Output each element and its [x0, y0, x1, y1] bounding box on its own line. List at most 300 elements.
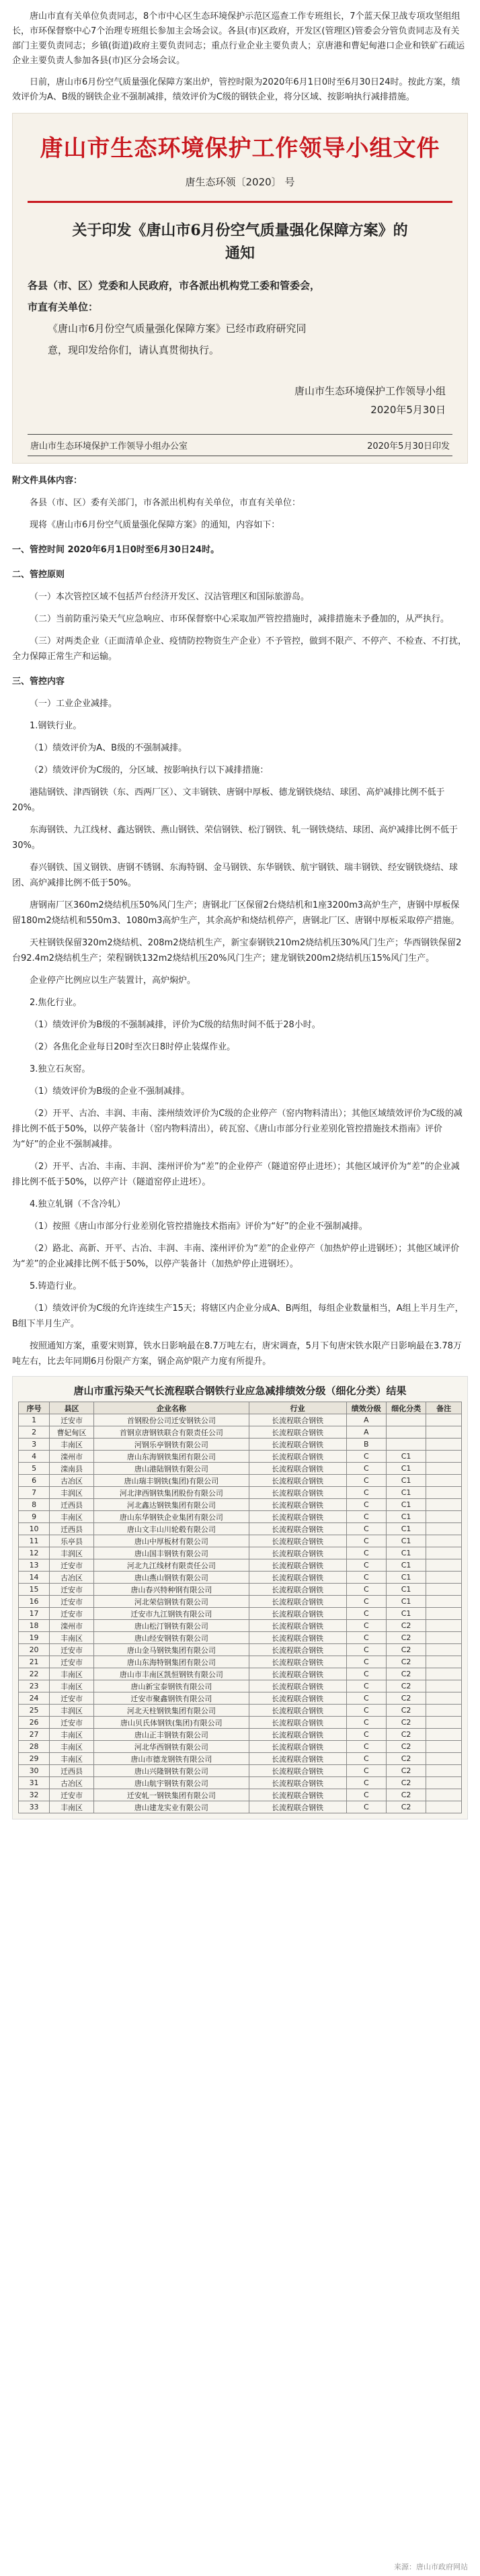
table-cell: 迁安市: [50, 1584, 94, 1596]
table-row: [19, 1523, 462, 1535]
table-cell: 唐山东海特钢集团有限公司: [94, 1656, 249, 1668]
table-cell: 9: [19, 1511, 50, 1523]
table-cell: C: [346, 1535, 386, 1547]
table-row: [19, 1596, 462, 1608]
table-cell: 21: [19, 1656, 50, 1668]
table-cell: C2: [386, 1620, 426, 1632]
table-cell: [426, 1705, 462, 1717]
table-cell: 河北津西钢铁集团股份有限公司: [94, 1487, 249, 1499]
table-cell: 长流程联合钢铁: [249, 1644, 346, 1656]
table-cell: 河北天柱钢铁集团有限公司: [94, 1705, 249, 1717]
table-cell: 长流程联合钢铁: [249, 1559, 346, 1572]
table-cell: 丰南区: [50, 1741, 94, 1753]
column-header: 序号: [19, 1402, 50, 1414]
table-cell: C: [346, 1608, 386, 1620]
body-line: 意，现印发给你们，请认真贯彻执行。: [48, 344, 220, 356]
table-row: [19, 1632, 462, 1644]
signature-org: 唐山市生态环境保护工作领导小组: [294, 385, 446, 397]
table-row: [19, 1753, 462, 1765]
table-cell: 迁安市: [50, 1559, 94, 1572]
table-cell: 丰南区: [50, 1753, 94, 1765]
table-row: [19, 1426, 462, 1439]
table-cell: 乐亭县: [50, 1535, 94, 1547]
paragraph: （一）本次管控区域不包括芦台经济开发区、汉沽管理区和国际旅游岛。: [30, 592, 310, 602]
table-cell: [426, 1668, 462, 1680]
table-cell: 唐山中厚板材有限公司: [94, 1535, 249, 1547]
table-cell: [426, 1463, 462, 1475]
table-cell: 1: [19, 1414, 50, 1426]
table-cell: 27: [19, 1729, 50, 1741]
table-cell: C: [346, 1668, 386, 1680]
table-cell: 7: [19, 1487, 50, 1499]
table-cell: 迁安市: [50, 1414, 94, 1426]
table-cell: 唐山松汀钢铁有限公司: [94, 1620, 249, 1632]
table-cell: C: [346, 1499, 386, 1511]
table-cell: 19: [19, 1632, 50, 1644]
table-cell: 6: [19, 1475, 50, 1487]
table-cell: 迁安市: [50, 1692, 94, 1705]
paragraph: 春兴钢铁、国义钢铁、唐钢不锈钢、东海特钢、金马钢铁、东华钢铁、航宇钢铁、瑞丰钢铁、经安钢铁烧结、球团、高炉减排比例不低于50%。: [12, 863, 458, 888]
table-cell: [386, 1426, 426, 1439]
table-cell: 长流程联合钢铁: [249, 1632, 346, 1644]
table-cell: C2: [386, 1753, 426, 1765]
section-heading: 三、管控内容: [12, 677, 65, 687]
official-document-image: [12, 113, 468, 464]
ranking-table: [18, 1402, 462, 1813]
intro-paragraph: 唐山市直有关单位负责同志，8个市中心区生态环境保护示范区巡查工作专班组长，7个蓝天保卫战专项攻坚组组长，市环保督察中心7个治理专班组长参加主会场会议。各县(市)区政府，开发区(管理区)管委会分管负责同志及有关部门主要负责同志；乡镇(街道)政府主要负责同志；重点行业企业主要负责人；京唐港和曹妃甸港口企业和铁矿石疏运企业主要负责人参加各县(市)区分会场会议。: [12, 11, 465, 66]
table-cell: 长流程联合钢铁: [249, 1656, 346, 1668]
table-cell: 唐山春兴特种钢有限公司: [94, 1584, 249, 1596]
table-row: [19, 1801, 462, 1813]
table-row: [19, 1729, 462, 1741]
table-cell: C: [346, 1765, 386, 1777]
table-cell: 30: [19, 1765, 50, 1777]
table-cell: [386, 1414, 426, 1426]
table-cell: [386, 1439, 426, 1451]
table-cell: 10: [19, 1523, 50, 1535]
table-cell: C2: [386, 1692, 426, 1705]
table-cell: 31: [19, 1777, 50, 1789]
table-cell: 长流程联合钢铁: [249, 1729, 346, 1741]
paragraph: （2）绩效评价为C级的，分区域、按影响执行以下减排措施：: [30, 765, 269, 775]
table-cell: 33: [19, 1801, 50, 1813]
table-cell: [426, 1511, 462, 1523]
paragraph: 2.焦化行业。: [30, 998, 82, 1008]
paragraph: 1.钢铁行业。: [30, 721, 82, 731]
table-cell: 滦州市: [50, 1620, 94, 1632]
table-cell: C2: [386, 1789, 426, 1801]
paragraph: （二）当前防重污染天气应急响应、市环保督察中心采取加严管控措施时，减排措施未予叠加的，从严执行。: [30, 614, 450, 624]
table-cell: 长流程联合钢铁: [249, 1547, 346, 1559]
table-row: [19, 1656, 462, 1668]
table-cell: 唐山东华钢铁企业集团有限公司: [94, 1511, 249, 1523]
table-cell: [426, 1656, 462, 1668]
paragraph: （一）工业企业减排。: [30, 699, 118, 709]
signature-date: 2020年5月30日: [370, 404, 446, 416]
table-row: [19, 1559, 462, 1572]
table-row: [19, 1499, 462, 1511]
table-cell: C1: [386, 1572, 426, 1584]
column-header: 备注: [426, 1402, 462, 1414]
table-cell: C: [346, 1789, 386, 1801]
table-cell: 河北华西钢铁有限公司: [94, 1741, 249, 1753]
table-cell: 18: [19, 1620, 50, 1632]
table-cell: 唐山港陆钢铁有限公司: [94, 1463, 249, 1475]
table-cell: 长流程联合钢铁: [249, 1741, 346, 1753]
table-cell: [426, 1741, 462, 1753]
paragraph: 天柱钢铁保留320m2烧结机、208m2烧结机生产，新宝泰钢铁210m2烧结机压30%风门生产；华西钢铁保留2台92.4m2烧结机生产；荣程钢铁132m2烧结机压20%风门生产；建龙钢铁200m2烧结机压15%风门生产。: [12, 938, 462, 963]
table-row: [19, 1463, 462, 1475]
table-cell: [426, 1487, 462, 1499]
table-cell: [426, 1680, 462, 1692]
table-cell: 迁西县: [50, 1499, 94, 1511]
table-cell: 长流程联合钢铁: [249, 1451, 346, 1463]
table-cell: 长流程联合钢铁: [249, 1463, 346, 1475]
table-row: [19, 1439, 462, 1451]
table-cell: C1: [386, 1547, 426, 1559]
table-cell: [426, 1729, 462, 1741]
table-cell: C: [346, 1487, 386, 1499]
table-cell: 长流程联合钢铁: [249, 1426, 346, 1439]
table-cell: C1: [386, 1523, 426, 1535]
table-cell: [426, 1523, 462, 1535]
section-heading: 一、管控时间 2020年6月1日0时至6月30日24时。: [12, 545, 220, 555]
column-header: 县区: [50, 1402, 94, 1414]
table-cell: [426, 1439, 462, 1451]
table-cell: C2: [386, 1717, 426, 1729]
table-row: [19, 1717, 462, 1729]
table-cell: 丰润区: [50, 1547, 94, 1559]
paragraph: 5.铸造行业。: [30, 1281, 82, 1291]
table-cell: 13: [19, 1559, 50, 1572]
table-cell: C2: [386, 1741, 426, 1753]
table-cell: [426, 1572, 462, 1584]
document-signature: [28, 382, 446, 419]
table-cell: 长流程联合钢铁: [249, 1680, 346, 1692]
table-cell: 23: [19, 1680, 50, 1692]
table-cell: C: [346, 1584, 386, 1596]
table-cell: [426, 1414, 462, 1426]
document-footer: [28, 434, 452, 456]
table-cell: C: [346, 1547, 386, 1559]
table-cell: 河钢乐亭钢铁有限公司: [94, 1439, 249, 1451]
paragraph: 港陆钢铁、津西钢铁（东、西两厂区）、文丰钢铁、唐钢中厚板、德龙钢铁烧结、球团、高炉减排比例不低于20%。: [12, 787, 445, 813]
table-cell: 唐山兴隆钢铁有限公司: [94, 1765, 249, 1777]
table-row: [19, 1777, 462, 1789]
table-cell: 长流程联合钢铁: [249, 1692, 346, 1705]
table-cell: 古冶区: [50, 1777, 94, 1789]
table-cell: 28: [19, 1741, 50, 1753]
table-cell: 唐山金马钢铁集团有限公司: [94, 1644, 249, 1656]
section-heading: 二、管控原则: [12, 570, 65, 580]
table-cell: 河北鑫达钢铁集团有限公司: [94, 1499, 249, 1511]
table-cell: 唐山正丰钢铁有限公司: [94, 1729, 249, 1741]
table-cell: 26: [19, 1717, 50, 1729]
table-cell: 长流程联合钢铁: [249, 1705, 346, 1717]
paragraph: （2）路北、高新、开平、古冶、丰润、丰南、滦州评价为“差”的企业停产（加热炉停止进钢坯）；其他区域评价为“差”的企业减排比例不低于50%，以停产装备计（加热炉停止进钢坯）。: [12, 1244, 460, 1269]
paragraph: 3.独立石灰窑。: [30, 1064, 91, 1074]
paragraph: （1）绩效评价为C级的允许连续生产15天；将辖区内企业分成A、B两组，每组企业数量相当，A组上半月生产，B组下半月生产。: [12, 1303, 464, 1329]
column-header: 企业名称: [94, 1402, 249, 1414]
paragraph: （1）绩效评价为A、B级的不强制减排。: [30, 743, 188, 753]
document-body: [28, 277, 452, 359]
title-line: 通知: [225, 245, 255, 262]
table-row: [19, 1535, 462, 1547]
column-header: 行业: [249, 1402, 346, 1414]
table-cell: [426, 1753, 462, 1765]
table-cell: 长流程联合钢铁: [249, 1487, 346, 1499]
column-header: 绩效分级: [346, 1402, 386, 1414]
table-cell: 迁安市: [50, 1644, 94, 1656]
table-cell: 迁西县: [50, 1523, 94, 1535]
table-cell: C: [346, 1692, 386, 1705]
paragraph: （2）各焦化企业每日20时至次日8时停止装煤作业。: [30, 1042, 236, 1052]
table-cell: C: [346, 1463, 386, 1475]
table-cell: 17: [19, 1608, 50, 1620]
paragraph: （1）绩效评价为B级的不强制减排，评价为C级的结焦时间不低于28小时。: [30, 1020, 321, 1030]
table-row: [19, 1668, 462, 1680]
table-cell: 丰南区: [50, 1632, 94, 1644]
body-line: 《唐山市6月份空气质量强化保障方案》已经市政府研究同: [48, 323, 307, 335]
table-cell: 32: [19, 1789, 50, 1801]
table-cell: C1: [386, 1584, 426, 1596]
table-cell: 迁安市九江钢铁有限公司: [94, 1608, 249, 1620]
table-cell: C: [346, 1632, 386, 1644]
table-row: [19, 1547, 462, 1559]
paragraph: （1）按照《唐山市部分行业差别化管控措施技术指南》评价为“好”的企业不强制减排。: [30, 1221, 368, 1232]
table-cell: [426, 1475, 462, 1487]
table-cell: 29: [19, 1753, 50, 1765]
intro-section: [12, 9, 468, 105]
table-cell: 古冶区: [50, 1475, 94, 1487]
table-cell: 丰南区: [50, 1511, 94, 1523]
table-cell: 迁安市: [50, 1789, 94, 1801]
table-header-row: [19, 1402, 462, 1414]
table-cell: C: [346, 1801, 386, 1813]
table-cell: [426, 1644, 462, 1656]
table-cell: C2: [386, 1705, 426, 1717]
table-cell: 长流程联合钢铁: [249, 1439, 346, 1451]
table-cell: A: [346, 1426, 386, 1439]
table-cell: 长流程联合钢铁: [249, 1535, 346, 1547]
table-cell: C1: [386, 1475, 426, 1487]
table-cell: [426, 1717, 462, 1729]
table-cell: 唐山东海钢铁集团有限公司: [94, 1451, 249, 1463]
table-cell: C: [346, 1572, 386, 1584]
table-row: [19, 1572, 462, 1584]
table-row: [19, 1414, 462, 1426]
table-cell: 迁安市: [50, 1656, 94, 1668]
title-line: 关于印发《唐山市6月份空气质量强化保障方案》的: [72, 222, 408, 239]
table-cell: 唐山贝氏体钢铁(集团)有限公司: [94, 1717, 249, 1729]
paragraph: 4.独立轧钢（不含冷轧）: [30, 1199, 126, 1209]
footer-date: 2020年5月30日印发: [367, 441, 450, 452]
table-cell: 5: [19, 1463, 50, 1475]
table-cell: C: [346, 1705, 386, 1717]
table-cell: [426, 1789, 462, 1801]
table-cell: 长流程联合钢铁: [249, 1499, 346, 1511]
table-cell: C2: [386, 1729, 426, 1741]
table-cell: 长流程联合钢铁: [249, 1777, 346, 1789]
table-cell: 丰南区: [50, 1729, 94, 1741]
table-cell: 曹妃甸区: [50, 1426, 94, 1439]
table-cell: C1: [386, 1451, 426, 1463]
table-cell: 长流程联合钢铁: [249, 1584, 346, 1596]
table-cell: C1: [386, 1463, 426, 1475]
table-cell: C: [346, 1451, 386, 1463]
table-cell: C2: [386, 1765, 426, 1777]
column-header: 细化分类: [386, 1402, 426, 1414]
table-cell: A: [346, 1414, 386, 1426]
table-cell: C: [346, 1680, 386, 1692]
footer-issuer: 唐山市生态环境保护工作领导小组办公室: [30, 441, 188, 452]
paragraph: （1）绩效评价为B级的企业不强制减排。: [30, 1086, 190, 1097]
table-cell: 11: [19, 1535, 50, 1547]
table-cell: 古冶区: [50, 1572, 94, 1584]
table-row: [19, 1705, 462, 1717]
paragraph: 各县（市、区）委有关部门，市各派出机构有关单位，市直有关单位：: [30, 498, 301, 508]
table-cell: [426, 1547, 462, 1559]
table-cell: 迁安市: [50, 1717, 94, 1729]
table-cell: 唐山燕山钢铁有限公司: [94, 1572, 249, 1584]
table-cell: B: [346, 1439, 386, 1451]
source-credit: 来源：唐山市政府网站: [394, 2563, 468, 2571]
table-cell: 迁西县: [50, 1765, 94, 1777]
table-row: [19, 1487, 462, 1499]
paragraph: 现将《唐山市6月份空气质量强化保障方案》的通知，内容如下：: [30, 520, 280, 530]
table-cell: [426, 1426, 462, 1439]
table-cell: 丰南区: [50, 1801, 94, 1813]
document-title: [28, 219, 452, 265]
table-cell: C2: [386, 1656, 426, 1668]
table-cell: 长流程联合钢铁: [249, 1572, 346, 1584]
table-cell: [426, 1559, 462, 1572]
table-cell: C2: [386, 1632, 426, 1644]
table-cell: 丰润区: [50, 1487, 94, 1499]
table-cell: 滦州市: [50, 1451, 94, 1463]
table-cell: C1: [386, 1487, 426, 1499]
table-cell: 迁安市聚鑫钢铁有限公司: [94, 1692, 249, 1705]
table-cell: 丰润区: [50, 1705, 94, 1717]
table-cell: C: [346, 1596, 386, 1608]
document-red-header: 唐山市生态环境保护工作领导小组文件: [40, 135, 440, 162]
table-cell: [426, 1535, 462, 1547]
table-cell: [426, 1801, 462, 1813]
table-cell: 长流程联合钢铁: [249, 1789, 346, 1801]
table-cell: 长流程联合钢铁: [249, 1668, 346, 1680]
table-cell: 长流程联合钢铁: [249, 1475, 346, 1487]
table-cell: C: [346, 1753, 386, 1765]
attachment-heading: 附文件具体内容：: [12, 476, 83, 486]
table-cell: 唐山国丰钢铁有限公司: [94, 1547, 249, 1559]
paragraph: 企业停产比例应以生产装置计，高炉焖炉。: [30, 976, 196, 986]
table-row: [19, 1680, 462, 1692]
table-cell: 长流程联合钢铁: [249, 1765, 346, 1777]
table-cell: 迁安轧一钢铁集团有限公司: [94, 1789, 249, 1801]
table-title: 唐山市重污染天气长流程联合钢铁行业应急减排绩效分级（细化分类）结果: [73, 1385, 407, 1397]
table-cell: 丰南区: [50, 1439, 94, 1451]
table-cell: C: [346, 1511, 386, 1523]
table-row: [19, 1789, 462, 1801]
table-row: [19, 1765, 462, 1777]
paragraph: （三）对两类企业（正面清单企业、疫情防控物资生产企业）不予管控，做到不限产、不停产、不检查、不打扰，全力保障正常生产和运输。: [12, 636, 467, 662]
table-cell: 唐山市德龙钢铁有限公司: [94, 1753, 249, 1765]
table-cell: 唐山经安钢铁有限公司: [94, 1632, 249, 1644]
table-cell: 20: [19, 1644, 50, 1656]
table-row: [19, 1644, 462, 1656]
table-row: [19, 1475, 462, 1487]
table-cell: 14: [19, 1572, 50, 1584]
table-cell: [426, 1692, 462, 1705]
table-row: [19, 1620, 462, 1632]
table-cell: [426, 1499, 462, 1511]
table-cell: C: [346, 1777, 386, 1789]
table-cell: 唐山航宇钢铁有限公司: [94, 1777, 249, 1789]
paragraph: 唐钢南厂区360m2烧结机压50%风门生产；唐钢北厂区保留2台烧结机和1座3200m3高炉生产，唐钢中厚板保留180m2烧结机和550m3、1080m3高炉生产，其余高炉和烧结机停产，唐钢北厂区、唐钢中厚板采取停产措施。: [12, 900, 460, 926]
table-cell: [426, 1608, 462, 1620]
table-cell: C1: [386, 1596, 426, 1608]
table-cell: 滦南县: [50, 1463, 94, 1475]
table-cell: C: [346, 1656, 386, 1668]
table-row: [19, 1451, 462, 1463]
table-row: [19, 1692, 462, 1705]
table-cell: 12: [19, 1547, 50, 1559]
table-cell: 长流程联合钢铁: [249, 1511, 346, 1523]
table-cell: 首钢股份公司迁安钢铁公司: [94, 1414, 249, 1426]
table-cell: C: [346, 1475, 386, 1487]
article-body: [12, 473, 468, 1369]
table-cell: C: [346, 1559, 386, 1572]
table-cell: C1: [386, 1608, 426, 1620]
table-cell: C2: [386, 1777, 426, 1789]
ranking-table-image: [12, 1376, 468, 1819]
table-cell: 唐山建龙实业有限公司: [94, 1801, 249, 1813]
table-cell: 丰南区: [50, 1680, 94, 1692]
table-cell: C2: [386, 1801, 426, 1813]
table-cell: 长流程联合钢铁: [249, 1523, 346, 1535]
table-cell: 丰南区: [50, 1668, 94, 1680]
table-cell: 首钢京唐钢铁联合有限责任公司: [94, 1426, 249, 1439]
table-cell: 唐山新宝泰钢铁有限公司: [94, 1680, 249, 1692]
intro-paragraph: 日前，唐山市6月份空气质量强化保障方案出炉，管控时限为2020年6月1日0时至6月30日24时。按此方案，绩效评价为A、B级的钢铁企业不强制减排，绩效评价为C级的钢铁企业，将分区域、按影响执行减排措施。: [12, 77, 461, 102]
table-cell: 唐山市丰南区凯恒钢铁有限公司: [94, 1668, 249, 1680]
document-number: 唐生态环领〔2020〕 号: [185, 176, 295, 188]
table-row: [19, 1584, 462, 1596]
table-cell: 唐山文丰山川轮毂有限公司: [94, 1523, 249, 1535]
table-cell: C1: [386, 1559, 426, 1572]
table-cell: 22: [19, 1668, 50, 1680]
table-cell: C: [346, 1620, 386, 1632]
paragraph: 按照通知方案，重要宋则算，铁水日影响最在8.7万吨左右，唐宋调查，5月下旬唐宋铁水限产日影响最在3.78万吨左右，比去年同期6月份限产方案，钢企高炉限产力度有所提升。: [12, 1341, 462, 1367]
table-cell: [426, 1584, 462, 1596]
table-cell: [426, 1620, 462, 1632]
table-cell: C: [346, 1523, 386, 1535]
table-cell: C1: [386, 1511, 426, 1523]
table-cell: 16: [19, 1596, 50, 1608]
table-cell: 长流程联合钢铁: [249, 1414, 346, 1426]
table-cell: 2: [19, 1426, 50, 1439]
table-cell: [426, 1765, 462, 1777]
table-cell: C2: [386, 1644, 426, 1656]
table-cell: [426, 1777, 462, 1789]
table-cell: C: [346, 1644, 386, 1656]
table-cell: C2: [386, 1668, 426, 1680]
table-cell: 长流程联合钢铁: [249, 1753, 346, 1765]
table-cell: 24: [19, 1692, 50, 1705]
table-cell: [426, 1451, 462, 1463]
table-cell: C: [346, 1741, 386, 1753]
table-cell: C: [346, 1717, 386, 1729]
